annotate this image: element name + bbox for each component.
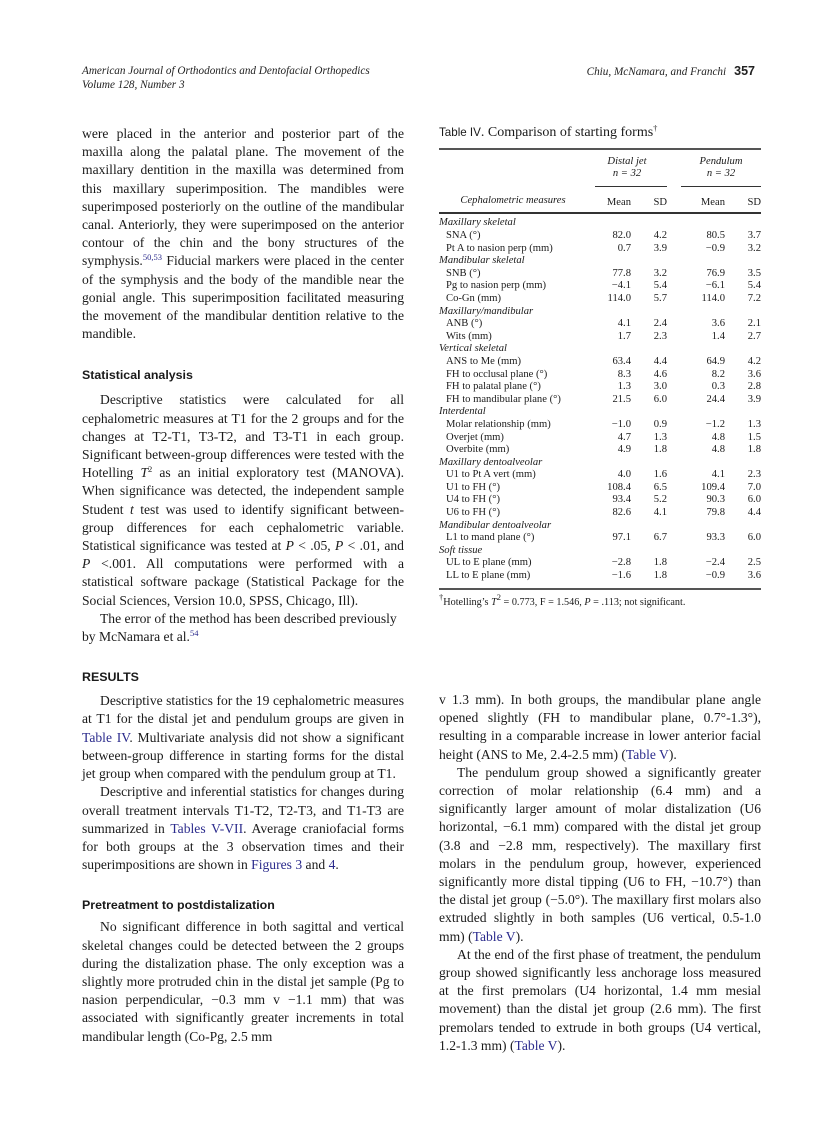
- left-column: [82, 125, 404, 1046]
- measure-cell: SNA (°): [446, 230, 481, 241]
- table-row: [439, 432, 761, 445]
- gap: [667, 280, 681, 293]
- pendulum-sd-cell: 5.4: [747, 280, 761, 292]
- gap: [667, 570, 681, 583]
- link-table-v[interactable]: Table V: [514, 1037, 558, 1053]
- group-header-distal-jet: [587, 156, 667, 187]
- text: Descriptive statistics for the 19 cephalometric measures at T1 for the distal jet and pendulum groups are given in: [82, 693, 404, 727]
- text: 2: [148, 464, 153, 475]
- group-name: Pendulum: [699, 156, 743, 167]
- distal-jet-mean-cell: 4.1: [617, 318, 631, 330]
- table-row: [439, 280, 761, 293]
- gap: [667, 557, 681, 570]
- section-heading-results: RESULTS: [82, 670, 139, 685]
- category-row: [439, 306, 761, 319]
- link-figure-4[interactable]: 4: [328, 857, 336, 873]
- distal-jet-mean-cell: 4.9: [617, 444, 631, 456]
- pendulum-sd-cell: 7.0: [747, 481, 761, 493]
- gap: [667, 419, 681, 432]
- measure-cell: Wits (mm): [446, 330, 492, 342]
- pendulum-sd-cell: 1.5: [747, 431, 761, 443]
- citation-ref[interactable]: 54: [189, 628, 199, 639]
- distal-jet-mean-cell: 63.4: [612, 355, 631, 367]
- pendulum-sd-cell: 4.4: [747, 507, 761, 519]
- distal-jet-sd-cell: 2.3: [653, 330, 667, 342]
- table-title: [439, 124, 761, 142]
- category-row: [439, 457, 761, 470]
- gap: [667, 494, 681, 507]
- distal-jet-sd-cell: 4.4: [653, 355, 667, 367]
- distal-jet-mean-cell: 82.6: [612, 507, 631, 519]
- distal-jet-sd-cell: 4.6: [653, 368, 667, 380]
- distal-jet-mean-cell: 21.5: [612, 393, 631, 405]
- table-footnote: [439, 591, 761, 609]
- distal-jet-sd-cell: 1.6: [653, 469, 667, 481]
- pendulum-sd-cell: 2.1: [747, 318, 761, 330]
- distal-jet-sd-cell: 1.8: [653, 570, 667, 582]
- table-label: Table IV: [439, 126, 481, 139]
- pendulum-sd-cell: 2.7: [747, 330, 761, 342]
- group-name: Distal jet: [607, 156, 647, 167]
- distal-jet-mean-cell: 4.7: [617, 431, 631, 443]
- group-header-pendulum: [681, 156, 761, 187]
- pendulum-mean-cell: 4.8: [711, 431, 725, 443]
- text: P: [334, 538, 344, 554]
- column-header-mean: Mean: [700, 197, 725, 209]
- text: ).: [668, 746, 677, 762]
- distal-jet-mean-cell: 108.4: [607, 481, 631, 493]
- paragraph-continued: [439, 691, 761, 764]
- pendulum-mean-cell: 79.8: [706, 507, 725, 519]
- link-table-v[interactable]: Table V: [625, 746, 669, 762]
- link-table-iv[interactable]: Table IV: [82, 729, 130, 745]
- right-column: [439, 691, 761, 1055]
- table-row: [439, 570, 761, 583]
- distal-jet-sd-cell: 6.7: [653, 532, 667, 544]
- gap: [667, 369, 681, 382]
- distal-jet-mean-cell: −1.6: [611, 570, 631, 582]
- distal-jet-mean-cell: −4.1: [611, 280, 631, 292]
- pendulum-sd-cell: 1.8: [747, 444, 761, 456]
- text: 2: [496, 591, 501, 602]
- measure-cell: Pg to nasion perp (mm): [446, 280, 547, 292]
- table-row: [439, 444, 761, 457]
- text: < .05,: [293, 538, 335, 554]
- category-label: Soft tissue: [439, 544, 483, 556]
- distal-jet-mean-cell: 77.8: [612, 267, 631, 279]
- category-label: Maxillary dentoalveolar: [439, 456, 543, 468]
- text: P: [285, 538, 294, 554]
- table-row: [439, 318, 761, 331]
- pendulum-mean-cell: 90.3: [706, 494, 725, 506]
- category-label: Mandibular skeletal: [439, 255, 525, 267]
- measure-cell: Pt A to nasion perp (mm): [446, 242, 553, 254]
- distal-jet-mean-cell: 8.3: [617, 368, 631, 380]
- text: At the end of the first phase of treatment, the pendulum group showed significantly less anchorage loss measured at the first premolars (U4 horizontal, 1.4 mm mesial movement) than the distal jet group (2.6 mm). The first premolars tended to extrude in both groups (U4 vertical, 1.2-1.3 mm) (: [439, 946, 761, 1053]
- pendulum-sd-cell: 2.5: [747, 557, 761, 569]
- gap: [667, 444, 681, 457]
- text: Fiducial markers were placed in the center of the symphysis and the body of the mandible near the gonial angle. This superimposition facilitated measuring the movement of the mandibular dentition relative to the mandible.: [82, 253, 404, 342]
- paragraph-pendulum-molar: [439, 764, 761, 946]
- measure-cell: ANS to Me (mm): [446, 355, 522, 367]
- measure-cell: U6 to FH (°): [446, 507, 500, 519]
- measure-cell: UL to E plane (mm): [446, 557, 532, 569]
- pendulum-sd-cell: 3.6: [747, 368, 761, 380]
- column-header-mean: Mean: [606, 197, 631, 209]
- table-row: [439, 394, 761, 407]
- link-figure-3[interactable]: Figures 3: [251, 857, 303, 873]
- table-row: [439, 494, 761, 507]
- paragraph-results-1: [82, 692, 404, 783]
- footnote-mark: †: [653, 123, 658, 133]
- distal-jet-mean-cell: 1.3: [617, 381, 631, 393]
- pendulum-mean-cell: 24.4: [706, 393, 725, 405]
- group-n: n = 32: [706, 168, 736, 180]
- table-row: [439, 419, 761, 432]
- pendulum-mean-cell: 80.5: [706, 230, 725, 241]
- measure-cell: Molar relationship (mm): [446, 418, 551, 430]
- pendulum-sd-cell: 2.3: [747, 469, 761, 481]
- author-page: [587, 64, 755, 79]
- table-row: [439, 507, 761, 520]
- group-n: n = 32: [612, 168, 642, 180]
- text: Hotelling’s: [443, 596, 492, 608]
- pendulum-mean-cell: 8.2: [711, 368, 725, 380]
- pendulum-mean-cell: 76.9: [706, 267, 725, 279]
- measure-cell: LL to E plane (mm): [446, 570, 531, 582]
- running-authors: Chiu, McNamara, and Franchi: [586, 66, 727, 78]
- distal-jet-mean-cell: 1.7: [617, 330, 631, 342]
- text: P: [82, 556, 91, 572]
- gap: [667, 507, 681, 520]
- category-label: Interdental: [439, 406, 486, 418]
- measure-cell: Overbite (mm): [446, 444, 510, 456]
- text: Descriptive statistics were calculated for all cephalometric measures at T1 for the 2 groups and for the changes at T2-T1, T3-T2, and T3-T1 in each group. Significant between-group differences were tested with the Hotelling: [82, 392, 404, 481]
- citation-ref[interactable]: 50,53: [142, 252, 162, 263]
- table-row: [439, 230, 761, 243]
- text: = 0.773, F = 1.546,: [501, 596, 585, 608]
- table-iv: [439, 124, 761, 609]
- table-row: [439, 293, 761, 306]
- pendulum-mean-cell: 4.8: [711, 444, 725, 456]
- table-row: [439, 482, 761, 495]
- category-row: [439, 343, 761, 356]
- pendulum-mean-cell: 1.4: [711, 330, 725, 342]
- measure-cell: Overjet (mm): [446, 431, 504, 443]
- text: t: [130, 501, 134, 517]
- category-row: [439, 545, 761, 558]
- measure-cell: SNB (°): [446, 267, 481, 279]
- text: T: [140, 465, 148, 481]
- table-bottom-rule: [439, 588, 761, 590]
- table-row: [439, 268, 761, 281]
- distal-jet-sd-cell: 5.7: [653, 292, 667, 304]
- pendulum-mean-cell: −0.9: [705, 570, 725, 582]
- distal-jet-sd-cell: 3.9: [653, 242, 667, 254]
- pendulum-sd-cell: 3.5: [747, 267, 761, 279]
- pendulum-sd-cell: 3.7: [747, 230, 761, 241]
- text: The error of the method has been described previously by McNamara et al.: [82, 610, 397, 645]
- distal-jet-sd-cell: 6.5: [653, 481, 667, 493]
- distal-jet-sd-cell: 1.3: [653, 431, 667, 443]
- table-row: [439, 557, 761, 570]
- paragraph-method-error: [82, 610, 404, 646]
- table-row: [439, 532, 761, 545]
- pendulum-sd-cell: 3.6: [747, 570, 761, 582]
- distal-jet-mean-cell: 114.0: [607, 292, 631, 304]
- gap: [667, 318, 681, 331]
- column-header-sd: SD: [747, 197, 761, 209]
- table-row: [439, 369, 761, 382]
- category-row: [439, 255, 761, 268]
- gap: [667, 243, 681, 256]
- table-row: [439, 469, 761, 482]
- link-tables-v-vii[interactable]: Tables V-VII: [170, 820, 244, 836]
- pendulum-mean-cell: −1.2: [705, 418, 725, 430]
- text: . Multivariate analysis did not show a significant between-group difference in starting forms for the distal jet group when compared with the pendulum group at T1.: [82, 729, 404, 782]
- paragraph-results-2: [82, 783, 404, 874]
- gap: [667, 394, 681, 407]
- text: = .113; not significant.: [590, 596, 686, 608]
- table-row: [439, 356, 761, 369]
- measure-cell: U1 to Pt A vert (mm): [446, 469, 536, 481]
- measure-cell: Co-Gn (mm): [446, 292, 502, 304]
- text: ).: [515, 928, 524, 944]
- distal-jet-sd-cell: 3.2: [653, 267, 667, 279]
- distal-jet-sd-cell: 6.0: [653, 393, 667, 405]
- pendulum-sd-cell: 6.0: [747, 494, 761, 506]
- table-row: [439, 381, 761, 394]
- category-label: Maxillary/mandibular: [439, 305, 534, 317]
- text: .: [480, 125, 488, 140]
- pendulum-mean-cell: 0.3: [711, 381, 725, 393]
- data-table: [439, 150, 761, 588]
- text: .: [335, 857, 339, 873]
- distal-jet-mean-cell: 97.1: [612, 532, 631, 544]
- pendulum-mean-cell: 64.9: [706, 355, 725, 367]
- gap: [667, 532, 681, 545]
- pendulum-mean-cell: 3.6: [711, 318, 725, 330]
- text: The pendulum group showed a significantly greater correction of molar relationship (6.4 mm) and a significantly larger amount of molar distalization (U6 horizontal, −6.1 mm) compared with the distal jet group (3.8 and −2.8 mm, respectively). The maxillary first molars in the pendulum group, however, experienced significantly more distal tipping (U6 to FH, −10.7°) than the distal jet group (−5.0°). The maxillary first molars also extruded slightly in both samples (U6 vertical, 0.5-1.0 mm) (: [439, 764, 761, 944]
- measure-cell: FH to occlusal plane (°): [446, 368, 548, 380]
- gap: [667, 230, 681, 243]
- text: and: [302, 857, 329, 873]
- category-label: Maxillary skeletal: [439, 217, 516, 229]
- distal-jet-sd-cell: 0.9: [653, 418, 667, 430]
- table-caption: Comparison of starting forms: [487, 125, 654, 140]
- category-label: Vertical skeletal: [439, 343, 507, 355]
- distal-jet-mean-cell: 0.7: [617, 242, 631, 254]
- pendulum-mean-cell: 93.3: [706, 532, 725, 544]
- pendulum-mean-cell: −0.9: [705, 242, 725, 254]
- category-row: [439, 406, 761, 419]
- section-heading-pretreatment: Pretreatment to postdistalization: [82, 898, 275, 913]
- gap: [667, 293, 681, 306]
- distal-jet-sd-cell: 1.8: [653, 557, 667, 569]
- table-row: [439, 331, 761, 344]
- pendulum-sd-cell: 4.2: [747, 355, 761, 367]
- gap: [667, 331, 681, 344]
- measure-cell: FH to palatal plane (°): [446, 381, 541, 393]
- text: P: [584, 596, 591, 608]
- distal-jet-sd-cell: 3.0: [653, 381, 667, 393]
- distal-jet-mean-cell: 4.0: [617, 469, 631, 481]
- text: v 1.3 mm). In both groups, the mandibular plane angle opened slightly (FH to mandibular plane, 0.7°-1.3°), resulting in a comparable increase in lower anterior facial height (ANS to Me, 2.4-2.5 mm) (: [439, 692, 761, 762]
- text: < .01, and: [343, 538, 404, 554]
- measure-cell: L1 to mand plane (°): [446, 532, 535, 544]
- distal-jet-sd-cell: 1.8: [653, 444, 667, 456]
- category-row: [439, 217, 761, 230]
- pendulum-mean-cell: 4.1: [711, 469, 725, 481]
- distal-jet-sd-cell: 5.2: [653, 494, 667, 506]
- text: Descriptive and inferential statistics for changes during overall treatment intervals T1-T2, T2-T3, and T1-T3 are summarized in: [82, 784, 404, 836]
- text: as an initial exploratory test (MANOVA). When significance was detected, the independent sample Student: [82, 465, 405, 517]
- paragraph-anchorage: [439, 946, 761, 1055]
- text: ).: [557, 1037, 566, 1053]
- pendulum-sd-cell: 3.2: [747, 242, 761, 254]
- journal-title: American Journal of Orthodontics and Dentofacial Orthopedics: [82, 65, 370, 77]
- column-header-measures: Cephalometric measures: [460, 194, 566, 206]
- pendulum-sd-cell: 3.9: [747, 393, 761, 405]
- distal-jet-sd-cell: 5.4: [653, 280, 667, 292]
- paragraph-statistics: [82, 391, 404, 609]
- category-label: Mandibular dentoalveolar: [439, 519, 552, 531]
- link-table-v[interactable]: Table V: [472, 928, 516, 944]
- text: were placed in the anterior and posterior part of the maxilla along the palatal plane. The movement of the maxillary dentition in the maxilla was determined from this maxillary superimposition. The mandibles were superimposed posteriorly on the outline of the mandibular canal. Anteriorly, they were superimposed on the anterior contour of the chin and the bony structures of the symphysis.: [82, 126, 404, 269]
- category-row: [439, 520, 761, 533]
- measure-cell: U1 to FH (°): [446, 481, 500, 493]
- gap: [667, 356, 681, 369]
- distal-jet-sd-cell: 2.4: [653, 318, 667, 330]
- measure-cell: U4 to FH (°): [446, 494, 500, 506]
- column-header-sd: SD: [653, 197, 667, 209]
- pendulum-mean-cell: −6.1: [705, 280, 725, 292]
- distal-jet-mean-cell: 82.0: [612, 230, 631, 241]
- page-number: 357: [734, 64, 755, 78]
- journal-info: [82, 64, 370, 92]
- journal-volume: Volume 128, Number 3: [82, 79, 185, 91]
- text: T: [491, 596, 497, 608]
- measure-cell: FH to mandibular plane (°): [446, 393, 561, 405]
- distal-jet-mean-cell: −2.8: [611, 557, 631, 569]
- gap: [667, 482, 681, 495]
- section-heading-statistical-analysis: Statistical analysis: [82, 368, 193, 383]
- gap: [667, 381, 681, 394]
- pendulum-sd-cell: 1.3: [747, 418, 761, 430]
- gap: [667, 432, 681, 445]
- table-body: [439, 217, 761, 582]
- text: . Average craniofacial forms for both groups at the 3 observation times and their superimpositions are shown in: [82, 820, 405, 873]
- pendulum-mean-cell: 109.4: [701, 481, 725, 493]
- paragraph-superimposition: [82, 125, 404, 343]
- paragraph-pretreatment: No significant difference in both sagittal and vertical skeletal changes could be detected between the 2 groups during the distalization phase. The only exception was a slightly more protruded chin in the distal jet sample (Pg to nasion perpendicular, −0.3 mm v −1.1 mm) that was associated with significantly greater increments in total mandibular length (Co-Pg, 2.5 mm: [82, 919, 404, 1044]
- gap: [667, 469, 681, 482]
- pendulum-sd-cell: 7.2: [747, 292, 761, 304]
- pendulum-mean-cell: 114.0: [701, 292, 725, 304]
- text: test was used to identify significant between-group differences for each cephalometric variable. Statistical significance was tested at: [82, 501, 404, 554]
- distal-jet-mean-cell: −1.0: [611, 418, 631, 430]
- distal-jet-sd-cell: 4.2: [653, 230, 667, 241]
- pendulum-sd-cell: 2.8: [747, 381, 761, 393]
- distal-jet-mean-cell: 93.4: [612, 494, 631, 506]
- pendulum-mean-cell: −2.4: [705, 557, 725, 569]
- gap: [667, 268, 681, 281]
- distal-jet-sd-cell: 4.1: [653, 507, 667, 519]
- text: <.001. All computations were performed with a statistical software package (Statistical Package for the Social Sciences, Version 10.0, SPSS, Chicago, Ill).: [82, 556, 404, 608]
- table-row: [439, 243, 761, 256]
- pendulum-sd-cell: 6.0: [747, 532, 761, 544]
- measure-cell: ANB (°): [446, 318, 483, 330]
- footnote-mark: †: [439, 591, 444, 602]
